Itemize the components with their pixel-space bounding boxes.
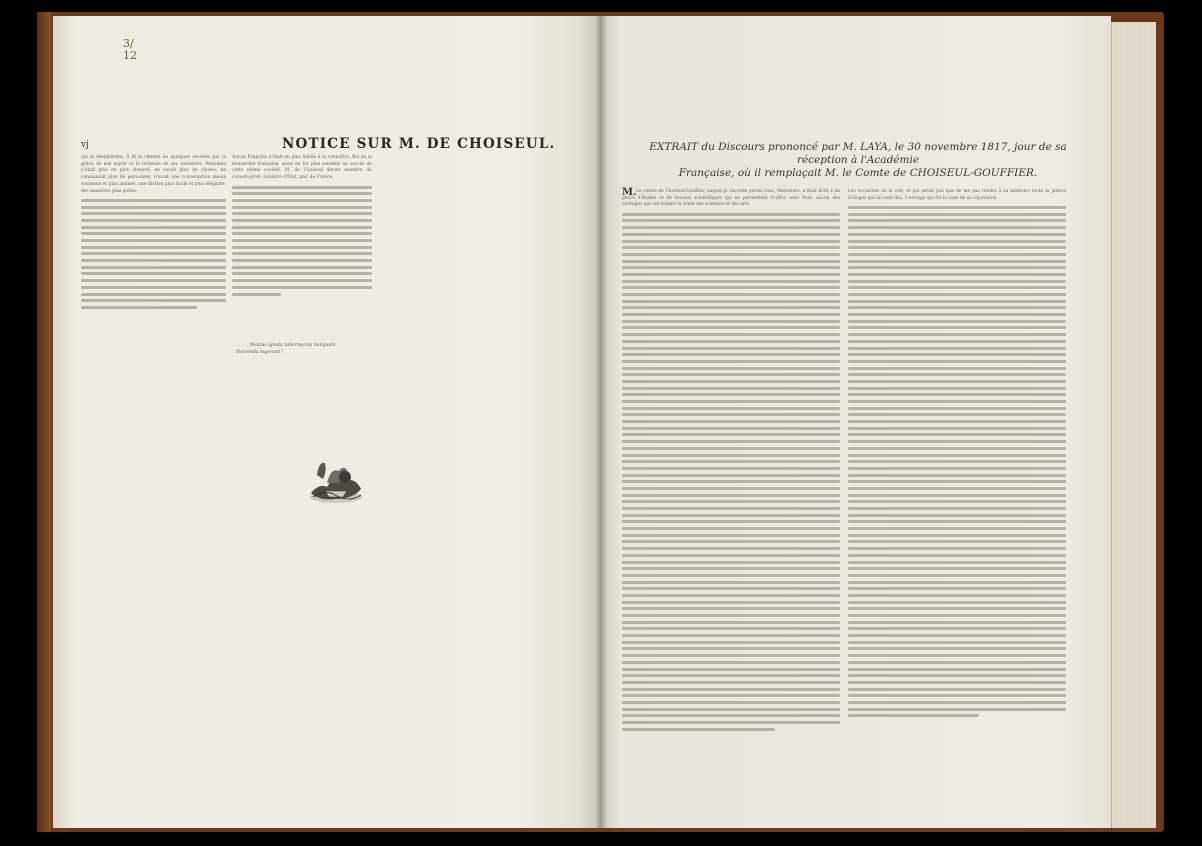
text-line <box>622 427 840 430</box>
text-line <box>848 654 1066 657</box>
text-line <box>622 260 840 263</box>
text-line <box>848 634 1066 637</box>
text-line <box>622 641 840 644</box>
text-line <box>848 547 1066 550</box>
text-line <box>232 266 372 269</box>
text-line <box>622 621 840 624</box>
text-line <box>81 219 226 222</box>
text-line <box>848 367 1066 370</box>
text-line <box>622 433 840 436</box>
text-line <box>622 380 840 383</box>
text-line <box>848 474 1066 477</box>
text-line <box>848 273 1066 276</box>
text-line <box>622 393 840 396</box>
text-line <box>848 534 1066 537</box>
latin-quote <box>232 342 336 356</box>
text-line <box>622 668 840 671</box>
text-line <box>848 380 1066 383</box>
text-line <box>232 206 372 209</box>
text-line <box>622 360 840 363</box>
text-line <box>81 266 226 269</box>
text-line <box>232 226 372 229</box>
text-line <box>622 373 840 376</box>
text-line <box>622 467 840 470</box>
text-line <box>848 467 1066 470</box>
text-line <box>848 487 1066 490</box>
text-line <box>848 688 1066 691</box>
text-line <box>622 567 840 570</box>
text-line <box>622 293 840 296</box>
text-line <box>232 252 372 255</box>
text-line <box>232 286 372 289</box>
text-line <box>848 627 1066 630</box>
text-line <box>622 614 840 617</box>
right-column-2-text: Les occasions de le voir, et qui serait pas que de me pas rendre à sa mémoire toute la justice d'éloges qui lui sont dus, l'ouvrage qui fut la base de sa réputation. <box>848 189 1066 201</box>
text-line <box>622 534 840 537</box>
text-line <box>848 647 1066 650</box>
text-line <box>622 213 840 216</box>
text-line <box>622 494 840 497</box>
text-line <box>848 614 1066 617</box>
text-line <box>848 440 1066 443</box>
text-line <box>622 634 840 637</box>
text-line <box>848 561 1066 564</box>
text-line <box>848 433 1066 436</box>
right-column-2 <box>848 189 1066 721</box>
text-line <box>622 353 840 356</box>
text-line <box>848 454 1066 457</box>
text-line <box>848 427 1066 430</box>
text-line <box>622 587 840 590</box>
text-line <box>622 714 840 717</box>
text-line <box>622 514 840 517</box>
left-column-1 <box>81 155 226 313</box>
text-line <box>232 186 372 189</box>
text-line <box>622 333 840 336</box>
text-line <box>622 487 840 490</box>
text-line <box>848 587 1066 590</box>
text-line <box>232 219 372 222</box>
text-line <box>81 259 226 262</box>
text-line <box>622 681 840 684</box>
text-line <box>848 527 1066 530</box>
text-line <box>848 240 1066 243</box>
text-line <box>622 326 840 329</box>
page-number: vj <box>81 140 89 150</box>
text-line <box>622 661 840 664</box>
shelf-mark-line-2: 12 <box>123 49 137 62</box>
text-line <box>81 232 226 235</box>
text-line <box>622 547 840 550</box>
text-line <box>848 306 1066 309</box>
text-line <box>848 280 1066 283</box>
text-line <box>622 387 840 390</box>
text-line <box>232 259 372 262</box>
text-line <box>848 581 1066 584</box>
text-line <box>848 708 1066 711</box>
text-line <box>622 654 840 657</box>
text-line <box>81 306 197 309</box>
text-line <box>848 500 1066 503</box>
text-line <box>622 708 840 711</box>
text-line <box>848 213 1066 216</box>
text-line <box>622 674 840 677</box>
text-line <box>848 507 1066 510</box>
extract-title-line-1: EXTRAIT du Discours prononcé par M. LAYA, le 30 novembre 1817, jour de sa réception à l'Académie <box>649 141 1067 166</box>
text-line <box>622 527 840 530</box>
text-line <box>848 226 1066 229</box>
text-line <box>81 272 226 275</box>
text-line <box>622 266 840 269</box>
book-spine-edge <box>37 12 51 832</box>
text-line <box>81 239 226 242</box>
text-line <box>622 594 840 597</box>
drop-cap: M. <box>622 187 637 198</box>
text-line <box>622 313 840 316</box>
engraved-vignette <box>305 453 367 507</box>
text-line <box>622 454 840 457</box>
shelf-mark-line-1: 3/ <box>123 37 134 50</box>
text-line <box>848 233 1066 236</box>
text-line <box>848 574 1066 577</box>
text-line <box>622 701 840 704</box>
text-line <box>622 540 840 543</box>
text-line <box>848 340 1066 343</box>
text-line <box>81 206 226 209</box>
text-line <box>848 266 1066 269</box>
text-line <box>848 333 1066 336</box>
text-line <box>848 219 1066 222</box>
text-line <box>848 260 1066 263</box>
book-gutter <box>596 16 606 828</box>
text-line <box>848 320 1066 323</box>
text-line <box>848 286 1066 289</box>
text-line <box>622 581 840 584</box>
text-line <box>848 641 1066 644</box>
text-line <box>848 514 1066 517</box>
text-line <box>622 460 840 463</box>
text-line <box>622 694 840 697</box>
text-line <box>848 668 1066 671</box>
text-line <box>622 607 840 610</box>
left-column-1-text: qui le désignèrent. Il fit le chemin de quelques sociétés par la grâce de son esprit et la richesse de ses souvenirs. Personne n'était plus en plus observé, ne savait plus de choses, ne connaissait plus de personnes, n'avait une conversation mieux soutenue et plus animée, une diction plus facile et plus élégante, des manières plus polies. <box>81 155 226 194</box>
extract-title-line-2: Française, où il remplaçait M. le Comte de CHOISEUL-GOUFFIER. <box>678 167 1038 179</box>
text-line <box>622 447 840 450</box>
shelf-mark <box>123 38 137 86</box>
text-line <box>848 714 979 717</box>
text-line <box>622 554 840 557</box>
text-line <box>848 293 1066 296</box>
extract-title <box>638 141 1078 180</box>
left-column-2 <box>232 155 372 299</box>
text-line <box>848 246 1066 249</box>
text-line <box>622 240 840 243</box>
text-line <box>622 480 840 483</box>
text-line <box>848 661 1066 664</box>
text-line <box>622 407 840 410</box>
text-line <box>848 387 1066 390</box>
text-line <box>848 674 1066 677</box>
text-line <box>622 280 840 283</box>
text-line <box>81 293 226 296</box>
text-line <box>848 326 1066 329</box>
text-line <box>848 681 1066 684</box>
text-line <box>622 340 840 343</box>
text-line <box>81 246 226 249</box>
text-line <box>622 347 840 350</box>
text-line <box>848 413 1066 416</box>
text-line <box>622 721 840 724</box>
text-line <box>848 601 1066 604</box>
text-line <box>622 400 840 403</box>
text-line <box>622 507 840 510</box>
text-line <box>622 253 840 256</box>
text-line <box>81 299 226 302</box>
text-line <box>232 192 372 195</box>
text-line <box>81 199 226 202</box>
running-head: NOTICE SUR M. DE CHOISEUL. <box>282 136 556 152</box>
text-line <box>622 601 840 604</box>
text-line <box>232 232 372 235</box>
text-line <box>622 286 840 289</box>
text-line <box>232 239 372 242</box>
text-line <box>848 420 1066 423</box>
text-line <box>81 279 226 282</box>
text-line <box>622 320 840 323</box>
text-line <box>622 688 840 691</box>
latin-quote-line-2: Horrenda tegerunt ! <box>236 350 284 355</box>
text-line <box>848 206 1066 209</box>
text-line <box>848 554 1066 557</box>
latin-quote-line-1: . . . . . . Penitus ignota tabernacula nunquam <box>232 343 336 348</box>
text-line <box>232 293 281 296</box>
text-line <box>848 607 1066 610</box>
text-line <box>622 728 775 731</box>
text-line <box>81 212 226 215</box>
text-line <box>232 279 372 282</box>
text-line <box>848 353 1066 356</box>
text-line <box>848 373 1066 376</box>
text-line <box>848 621 1066 624</box>
text-line <box>81 226 226 229</box>
right-column-1 <box>622 189 840 734</box>
text-line <box>848 393 1066 396</box>
text-line <box>622 561 840 564</box>
text-line <box>622 500 840 503</box>
text-line <box>848 701 1066 704</box>
text-line <box>622 520 840 523</box>
text-line <box>81 286 226 289</box>
text-line <box>848 313 1066 316</box>
text-line <box>622 233 840 236</box>
left-column-2-text: Aucun Français n'était en plus habile à la connaître. Roi de la monarchie française; aussi en fut plus sensible au succès de cette même société. M. de Choiseul devint membre du conseil-privé, ministre d'État, pair de France. <box>232 155 372 181</box>
page-fore-edge <box>1111 22 1156 828</box>
text-line <box>81 252 226 255</box>
text-line <box>232 272 372 275</box>
text-line <box>848 594 1066 597</box>
text-line <box>232 199 372 202</box>
text-line <box>848 540 1066 543</box>
text-line <box>622 273 840 276</box>
text-line <box>622 627 840 630</box>
text-line <box>848 460 1066 463</box>
text-line <box>622 474 840 477</box>
text-line <box>232 212 372 215</box>
text-line <box>848 407 1066 410</box>
right-column-1-text: Le comte de Choiseul-Gouffier, auquel je succède parmi vous, Messieurs, n'était livré à un genre d'études et de travaux scientifiques qui ne permettent d'offrir, avec fruit, aucun des ouvrages qui ont éclairé la route des sciences et des arts. <box>622 189 840 208</box>
text-line <box>848 347 1066 350</box>
text-line <box>622 574 840 577</box>
text-line <box>848 694 1066 697</box>
text-line <box>848 520 1066 523</box>
text-line <box>622 300 840 303</box>
text-line <box>622 413 840 416</box>
text-line <box>848 300 1066 303</box>
text-line <box>848 253 1066 256</box>
text-line <box>622 219 840 222</box>
text-line <box>622 306 840 309</box>
text-line <box>622 246 840 249</box>
text-line <box>622 647 840 650</box>
text-line <box>848 447 1066 450</box>
text-line <box>848 360 1066 363</box>
text-line <box>232 246 372 249</box>
text-line <box>622 440 840 443</box>
text-line <box>622 226 840 229</box>
text-line <box>622 420 840 423</box>
text-line <box>622 367 840 370</box>
text-line <box>848 400 1066 403</box>
text-line <box>848 494 1066 497</box>
text-line <box>848 480 1066 483</box>
text-line <box>848 567 1066 570</box>
